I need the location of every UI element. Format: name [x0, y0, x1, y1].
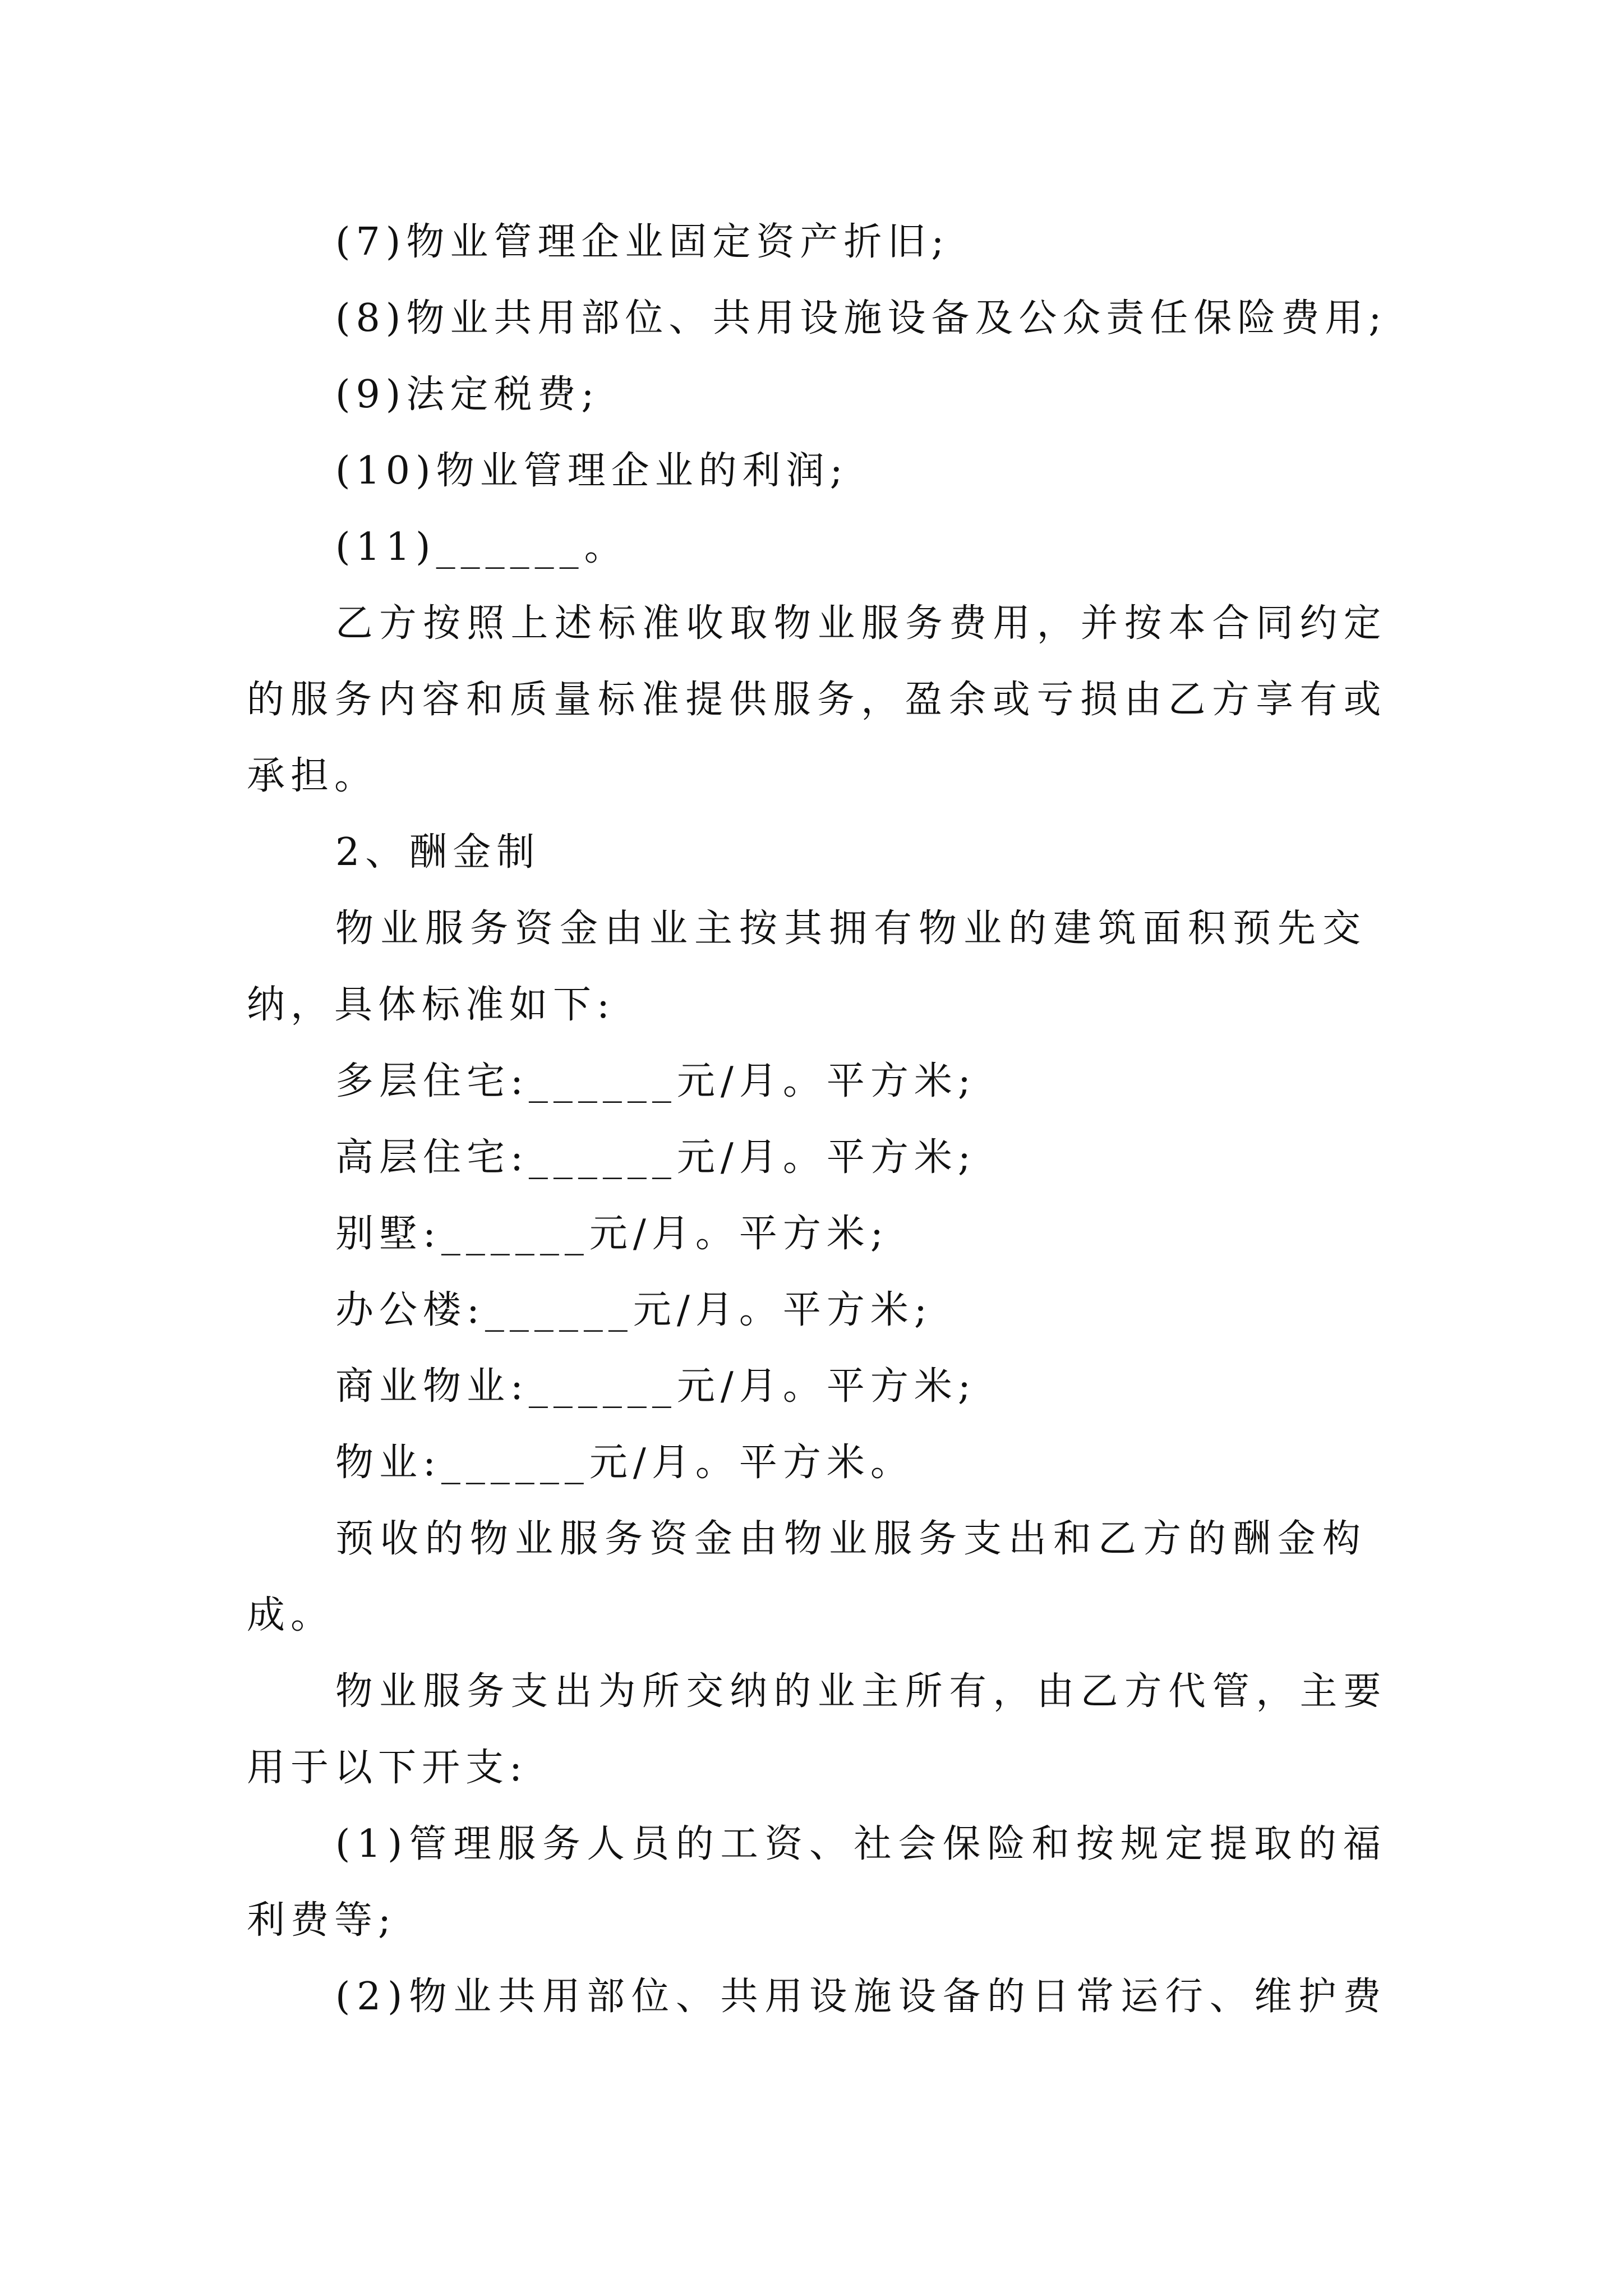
section-heading: 2、酬金制	[335, 830, 541, 875]
text-line: (2)物业共用部位、共用设施设备的日常运行、维护费	[335, 1975, 1388, 2019]
text-line: 预收的物业服务资金由物业服务支出和乙方的酬金构	[335, 1517, 1368, 1561]
text-line: 别墅:______元/月。平方米;	[335, 1212, 889, 1256]
text-line: 成。	[247, 1593, 335, 1637]
text-line: 利费等;	[247, 1898, 396, 1943]
text-line: (10)物业管理企业的利润;	[335, 449, 849, 493]
text-line: 的服务内容和质量标准提供服务，盈余或亏损由乙方享有或	[247, 678, 1388, 722]
text-line: 高层住宅:______元/月。平方米;	[335, 1135, 976, 1180]
text-line: (11)______。	[335, 525, 628, 569]
text-line: 办公楼:______元/月。平方米;	[335, 1288, 933, 1332]
text-line: 承担。	[247, 754, 379, 798]
text-line: 商业物业:______元/月。平方米;	[335, 1364, 976, 1409]
text-line: 多层住宅:______元/月。平方米;	[335, 1059, 976, 1103]
text-line: 物业服务资金由业主按其拥有物业的建筑面积预先交	[335, 907, 1368, 951]
text-line: (1)管理服务人员的工资、社会保险和按规定提取的福	[335, 1822, 1388, 1866]
text-line: 物业服务支出为所交纳的业主所有，由乙方代管，主要	[335, 1669, 1388, 1714]
text-line: (8)物业共用部位、共用设施设备及公众责任保险费用;	[335, 296, 1387, 341]
text-line: 纳，具体标准如下:	[247, 983, 615, 1027]
text-line: (7)物业管理企业固定资产折旧;	[335, 220, 950, 264]
text-line: 物业:______元/月。平方米。	[335, 1441, 914, 1485]
text-line: 乙方按照上述标准收取物业服务费用，并按本合同约定	[335, 601, 1388, 646]
text-line: (9)法定税费;	[335, 372, 600, 417]
text-line: 用于以下开支:	[247, 1746, 528, 1790]
